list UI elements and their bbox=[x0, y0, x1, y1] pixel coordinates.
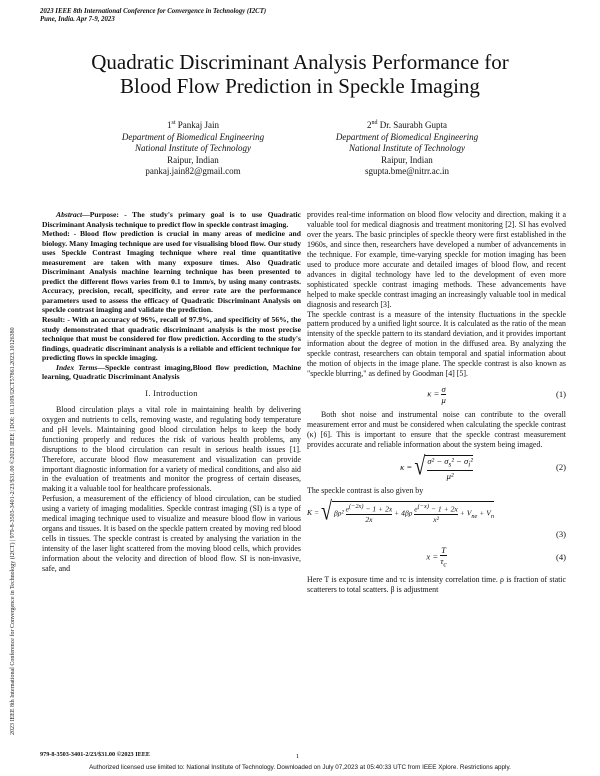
footer-isbn: 979-8-3503-3401-2/23/$31.00 ©2023 IEEE bbox=[40, 751, 150, 758]
right-paragraph-1: provides real-time information on blood flow velocity and direction, making it a valuable tool for medical diagnosis and treatment monitoring [2]. SI has evolved over the years. The basic principles of speckle theory were first established in the 1960s, and since then, researchers have developed a number of advancements in the technique. For example, time-varying speckle for motion imaging has been used to produce more accurate and detailed images of blood flow, and recent advances in digital technology have led to the development of even more sophisticated speckle contrast imaging methods. These advancements have helped to make speckle contrast imaging an increasingly valuable tool in medical diagnosis and research [3]. bbox=[307, 210, 566, 309]
right-paragraph-4: The speckle contrast is also given by bbox=[307, 485, 424, 495]
author-block-2 bbox=[297, 118, 517, 178]
author-institution: National Institute of Technology bbox=[349, 143, 465, 153]
author-block-1 bbox=[83, 118, 303, 178]
equation-number: (4) bbox=[555, 551, 566, 562]
author-city: Raipur, Indian bbox=[381, 154, 433, 165]
right-paragraph-3: Both shot noise and instrumental noise can contribute to the overall measurement error and must be considered when calculating the speckle contrast (κ) [6]. This is important to ensure that the speckle contrast measurement provides accurate and reliable information about the system being imaged. bbox=[307, 410, 566, 450]
author-name: 1st Pankaj Jain bbox=[166, 120, 219, 130]
equation-2: κ = √ $\frac{\sigma^2 - \sigma_s^2 - \sigma_i^2}{\text{μ²}}$ (2) bbox=[400, 452, 566, 481]
author-institution: National Institute of Technology bbox=[135, 143, 251, 153]
license-notice: Authorized licensed use limited to: National Institute of Technology. Downloaded on July 07,2023 at 05:40:33 UTC from IEEE Xplore. Restrictions apply. bbox=[89, 764, 511, 771]
abstract-purpose: Abstract—Purpose: - The study's primary goal is to use Quadratic Discriminant Analysis technique to predict flow in speckle contrast imaging. bbox=[42, 210, 301, 229]
index-terms: Index Terms—Speckle contrast imaging,Blood flow prediction, Machine learning, Quadratic Discriminant Analysis bbox=[42, 362, 302, 382]
right-paragraph-2: The speckle contrast is a measure of the intensity fluctuations in the speckle pattern produced by a unified light source. It is calculated as the ratio of the mean intensity of the speckle pattern to its standard deviation, and it provides important information about the degree of motion in the diffused area. By analyzing the speckle contrast, researchers can obtain temporal and spatial information about the motion of objects in the image plane. The speckle contrast is also known as "speckle blurring," as defined by Goodman [4] [5]. bbox=[307, 309, 566, 379]
author-department: Department of Biomedical Engineering bbox=[121, 131, 265, 142]
author-name: 2nd Dr. Saurabh Gupta bbox=[367, 120, 447, 130]
equation-3-number-row bbox=[307, 530, 566, 540]
equation-1: κ = $\frac{\sigma}{\mu}$ (1) bbox=[427, 384, 566, 406]
page-number: 1 bbox=[296, 753, 300, 760]
title-line-2: Blood Flow Prediction in Speckle Imaging bbox=[120, 74, 480, 98]
right-column bbox=[307, 210, 566, 595]
right-paragraph-5: Here T is exposure time and τc is intensity correlation time. ρ is fraction of static scatterers to total scatters. β is adjustment bbox=[307, 574, 566, 594]
equation-3: K = √ βρ² $\frac{e^{(-2x)} - 1 + 2x}{2x}$ + 4βρ $\frac{e^{(-x)} - 1 + 2x}{\text{x²}}$ + $V_{ne} + V_n$ bbox=[307, 497, 495, 526]
equation-number: (3) bbox=[555, 529, 566, 540]
left-column bbox=[42, 210, 301, 574]
side-doi-text: 2023 IEEE 8th International Conference for Convergence in Technology (I2CT) | 979-8-3503-3401-2/23/$31.00 ©2023 IEEE | DOI: 10.1109/I2CT57861.2023.10126380 bbox=[10, 327, 16, 735]
author-department: Department of Biomedical Engineering bbox=[335, 131, 479, 142]
equation-number: (2) bbox=[555, 461, 566, 472]
conference-location: Pune, India. Apr 7-9, 2023 bbox=[40, 16, 115, 24]
author-email: sgupta.bme@nitrr.ac.in bbox=[364, 166, 450, 176]
intro-paragraph-1: Blood circulation plays a vital role in maintaining health by delivering oxygen and nutrients to cells, removing waste, and regulating body temperature and pH levels. Maintaining good blood circulation helps to keep the body functioning properly and reduces the risk of various health problems, any disruptions to the blood circulation can result in serious health issues [1]. Therefore, accurate blood flow measurement and visualization can provide important diagnostic information for a variety of medical conditions, and also aid in the evaluation of treatments and monitor the progress of certain diseases, making it a valuable tool for healthcare professionals. bbox=[42, 404, 301, 494]
author-city: Raipur, Indian bbox=[167, 154, 219, 165]
conference-header bbox=[40, 8, 266, 25]
conference-name: 2023 IEEE 8th International Conference for Convergence in Technology (I2CT) bbox=[40, 8, 267, 15]
equation-4: x = $\frac{T}{\tau_c}$ (4) bbox=[426, 545, 566, 569]
equation-number: (1) bbox=[555, 388, 566, 399]
author-email: pankaj.jain82@gmail.com bbox=[145, 166, 241, 176]
paper-title bbox=[30, 50, 570, 98]
section-heading-introduction: I. Introduction bbox=[145, 388, 198, 398]
intro-paragraph-2: Perfusion, a measurement of the efficiency of blood circulation, can be studied using a variety of imaging modalities. Speckle contrast imaging (SI) is a type of medical imaging technique used to visualize and measure blood flow in various organs and tissues. It is based on the speckle pattern created by moving red blood cells in tissues. The speckle contrast is created by analysing the variation in the intensity of the laser light scattered from the moving blood cells, which provides information about the velocity and direction of blood flow. SI is non-invasive, safe, and bbox=[42, 494, 301, 574]
title-line-1: Quadratic Discriminant Analysis Performance for bbox=[91, 50, 509, 74]
abstract-result: Result: - With an accuracy of 96%, recall of 97.9%, and specificity of 56%, the study demonstrated that quadratic discriminant analysis is the most precise technique that must be considered for flow prediction. According to the study's findings, quadratic discriminant analysis is a reliable and efficient technique for predicting flows in speckle imaging. bbox=[42, 315, 301, 363]
side-doi-banner bbox=[2, 115, 16, 735]
abstract-method: Method: - Blood flow prediction is crucial in many areas of medicine and biology. Many Imaging technique are used for visualising blood flow. Our study uses Speckle Contrast Imaging technique where real time quantitative measurement are taken with many exposure times. Also Quadratic Discriminant Analysis machine learning technique has been presented to predict the different flows varies from 0.1 to 1mm/s, by using many contrasts. Accuracy, precision, recall, specificity, and error rate are the performance parameters used to assess the efficacy of Quadratic Discriminant Analysis on speckle contrast imaging and validate the prediction. bbox=[42, 229, 301, 315]
